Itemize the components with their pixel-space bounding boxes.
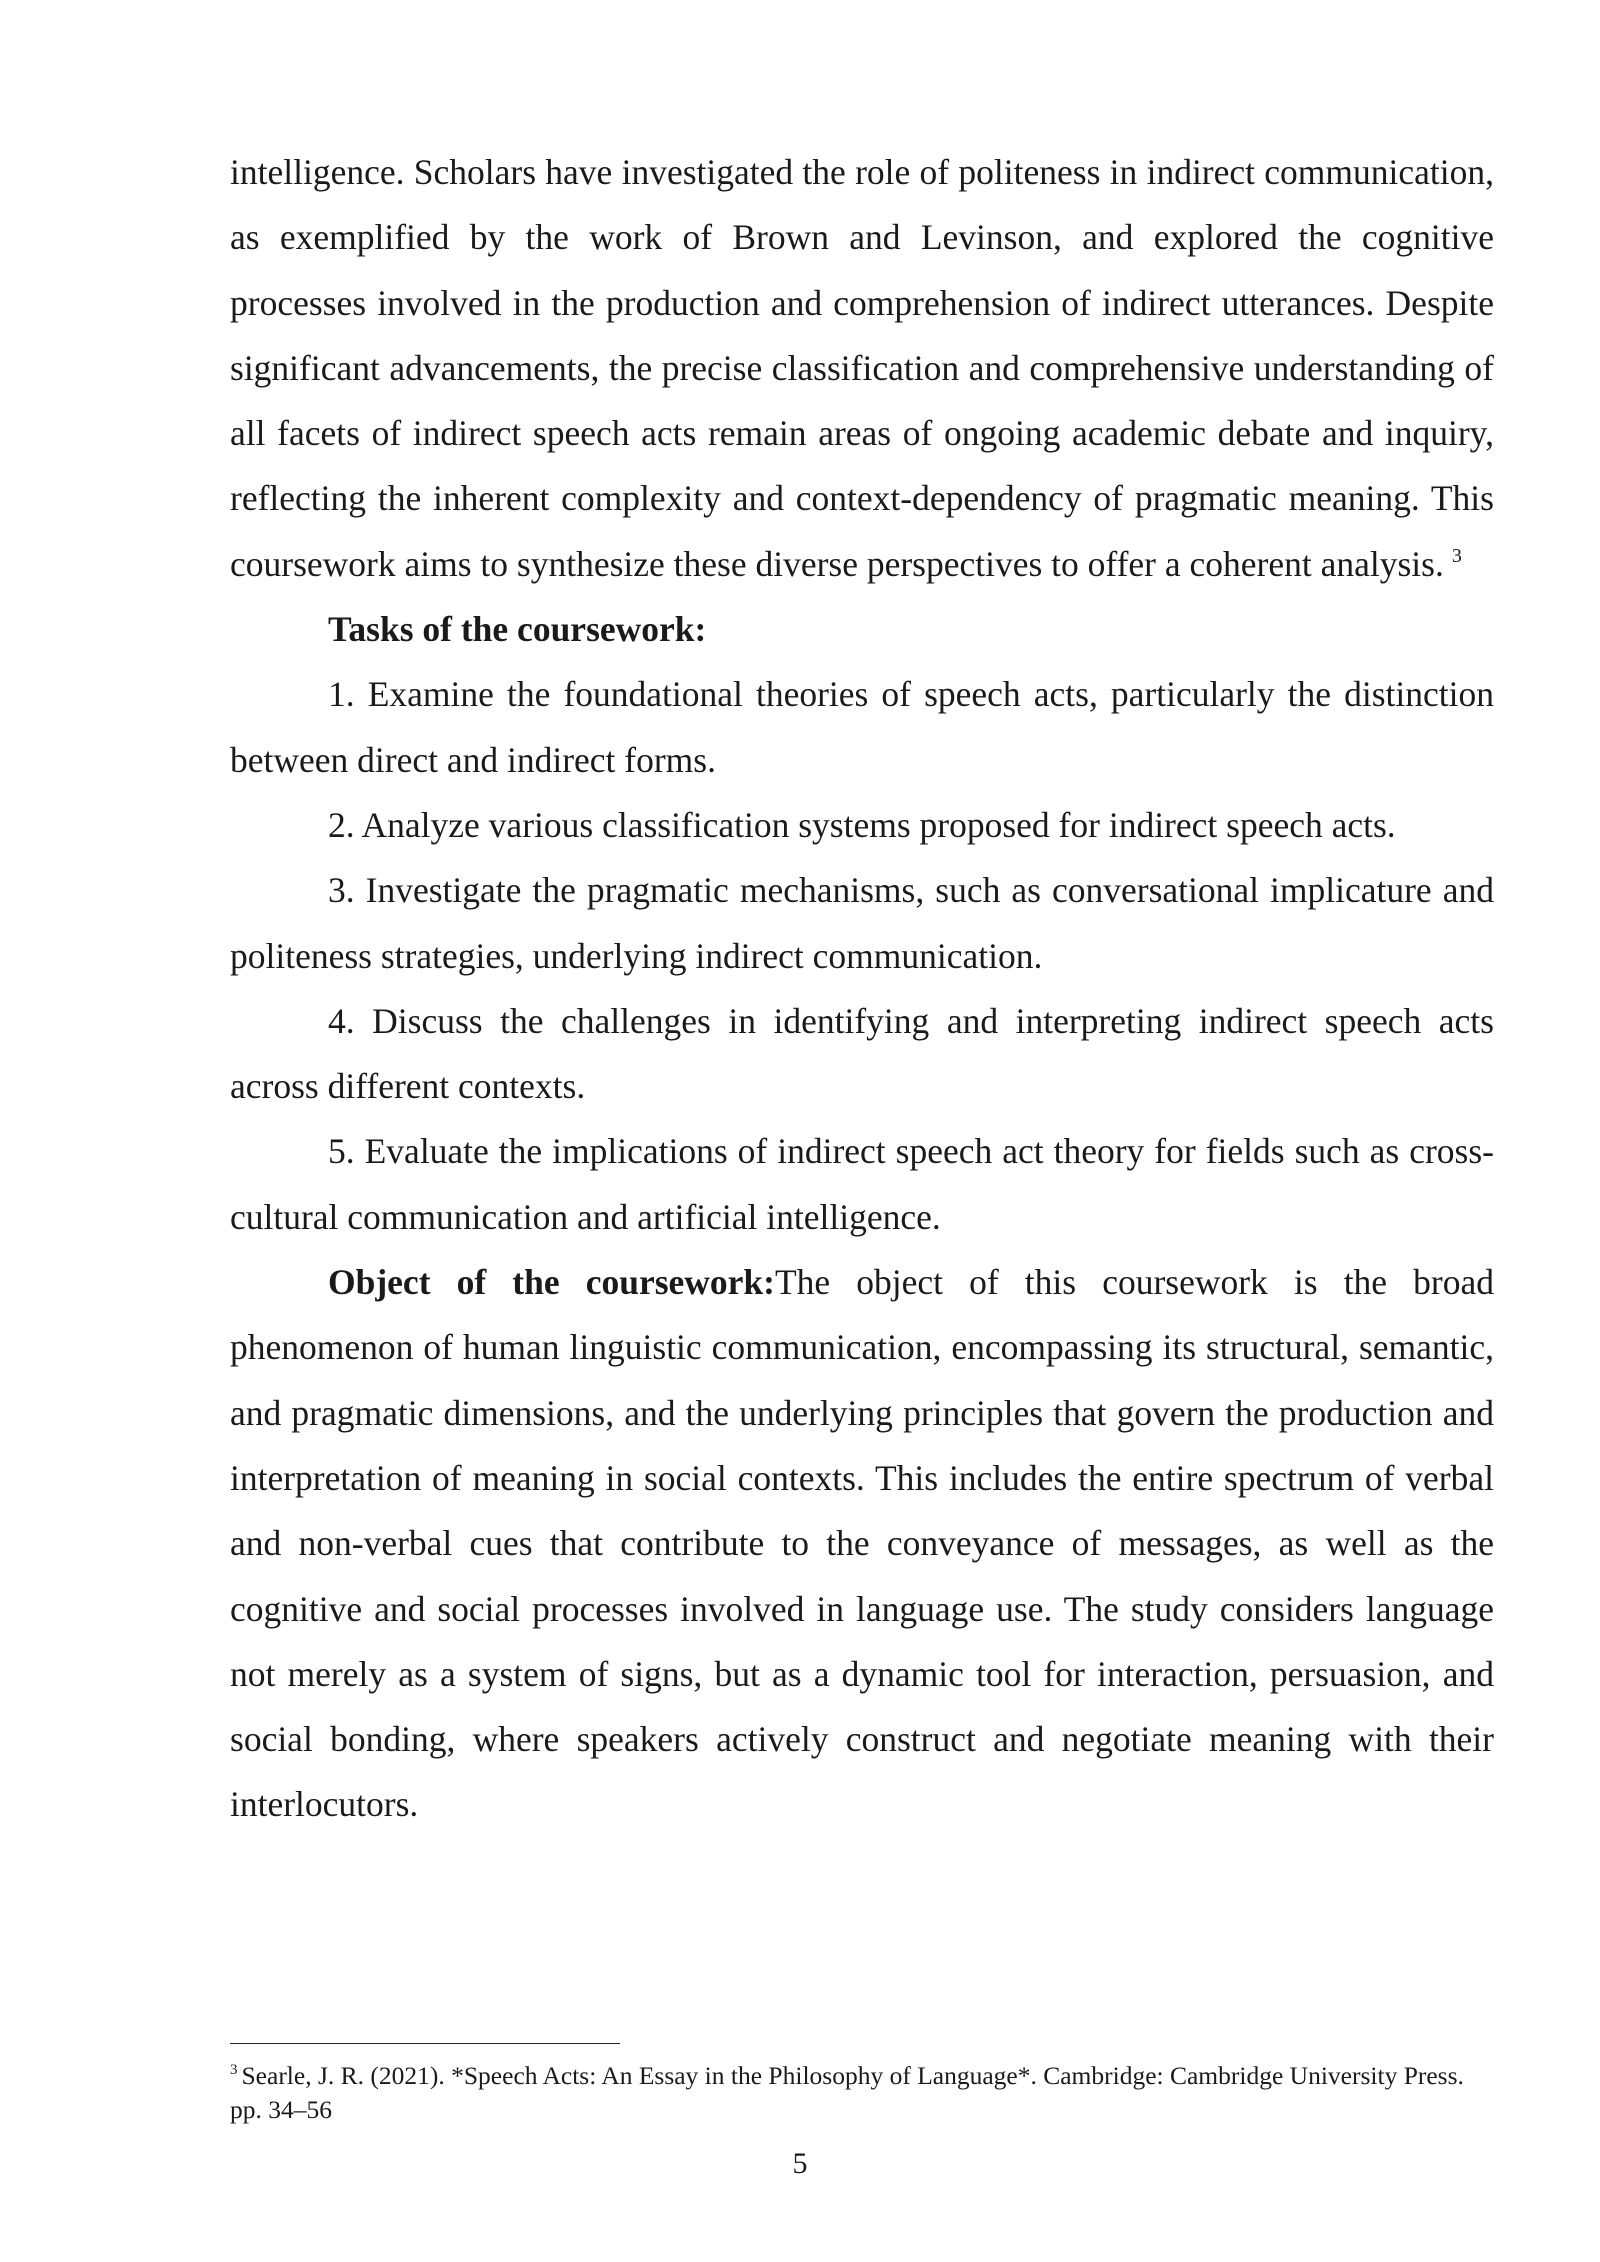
task-item-3: 3. Investigate the pragmatic mechanisms, such as conversational implicature and politeness strategies, underlying indirect communication.: [230, 870, 1494, 976]
footnote-number: 3: [230, 2062, 238, 2078]
object-heading: Object of the coursework:: [328, 1262, 775, 1303]
footnote-text: Searle, J. R. (2021). *Speech Acts: An Essay in the Philosophy of Language*. Cambridge: Cambridge University Press. pp. 34–56: [230, 2061, 1464, 2124]
footnote-divider: [230, 2043, 620, 2044]
task-item-4: 4. Discuss the challenges in identifying and interpreting indirect speech acts across different contexts.: [230, 1000, 1494, 1107]
intro-paragraph: [230, 140, 1494, 597]
object-text: The object of this coursework is the broad phenomenon of human linguistic communication, encompassing its structural, semantic, and pragmatic dimensions, and the underlying principles that govern the production and interpretation of meaning in social contexts. This includes the entire spectrum of verbal and non-verbal cues that contribute to the conveyance of messages, as well as the cognitive and social processes involved in language use. The study considers language not merely as a system of signs, but as a dynamic tool for interaction, persuasion, and social bonding, where speakers actively construct and negotiate meaning with their interlocutors.: [230, 1262, 1494, 1825]
tasks-heading: Tasks of the coursework:: [328, 609, 707, 650]
object-paragraph: [230, 1250, 1494, 1838]
task-item-5: 5. Evaluate the implications of indirect speech act theory for fields such as cross-cultural communication and artificial intelligence.: [230, 1131, 1494, 1237]
document-body: [230, 140, 1494, 1838]
task-item-2: 2. Analyze various classification systems proposed for indirect speech acts.: [328, 804, 1396, 845]
intro-text: intelligence. Scholars have investigated the role of politeness in indirect communication, as exemplified by the work of Brown and Levinson, and explored the cognitive processes involved in the production and comprehension of indirect utterances. Despite significant advancements, the precise classification and comprehensive understanding of all facets of indirect speech acts remain areas of ongoing academic debate and inquiry, reflecting the inherent complexity and context-dependency of pragmatic meaning. This coursework aims to synthesize these diverse perspectives to offer a coherent analysis.: [230, 152, 1494, 584]
page-number: 5: [792, 2147, 808, 2180]
footnote-reference: 3: [1451, 544, 1462, 567]
task-item-1: 1. Examine the foundational theories of speech acts, particularly the distinction between direct and indirect forms.: [230, 674, 1494, 780]
footnote: [230, 2059, 1494, 2126]
